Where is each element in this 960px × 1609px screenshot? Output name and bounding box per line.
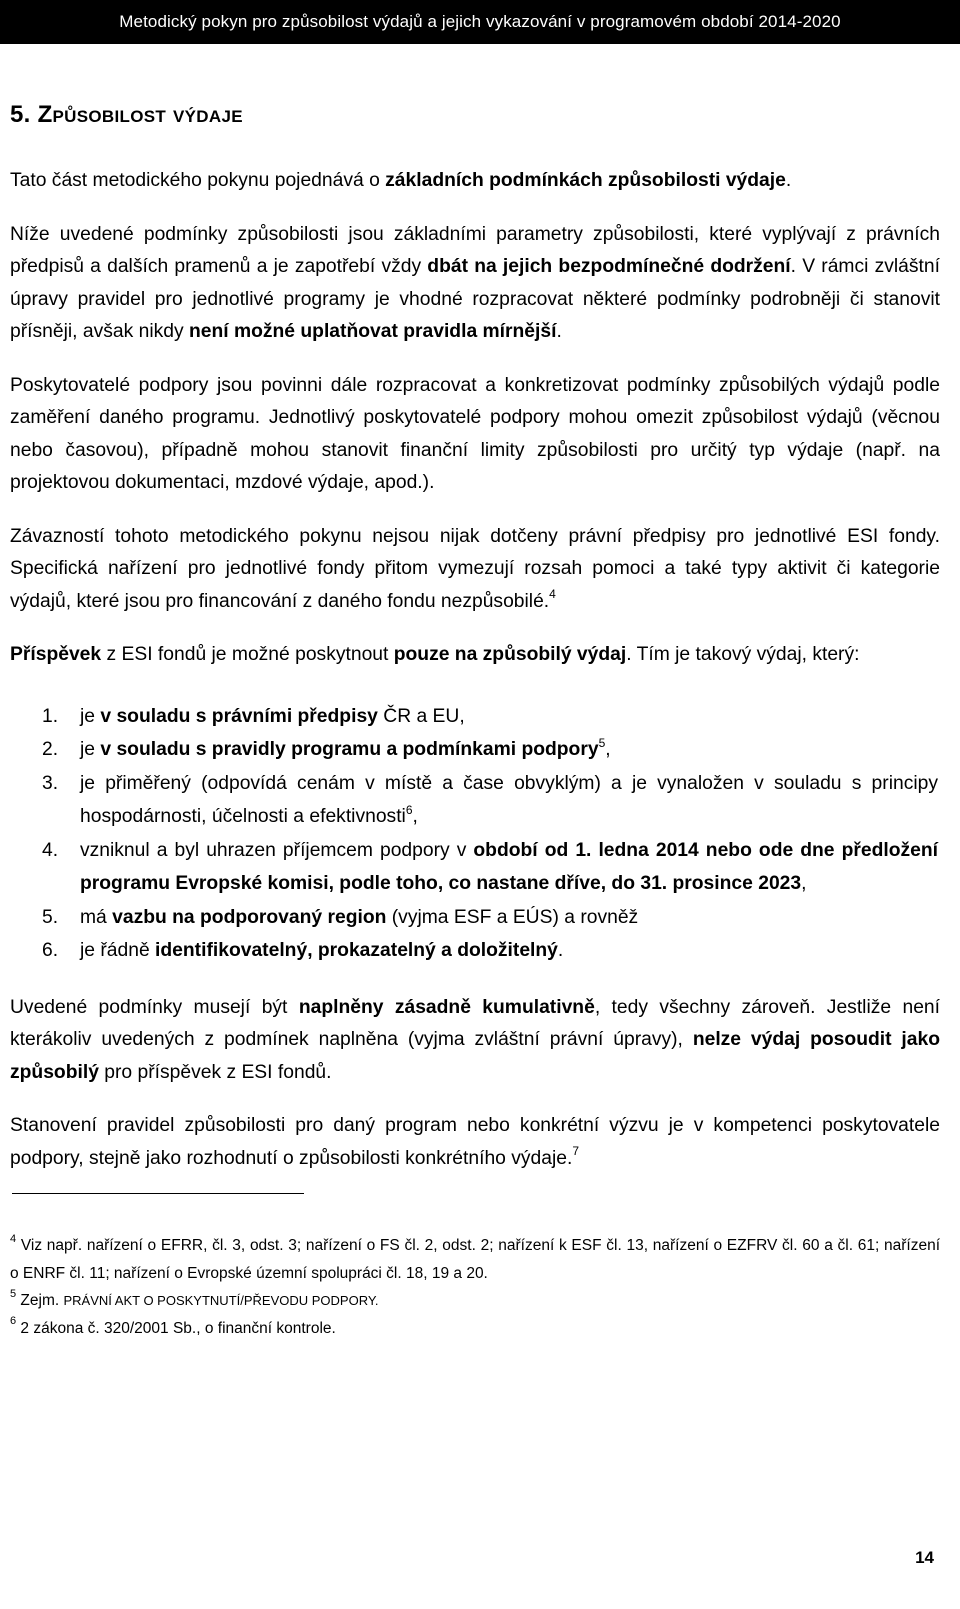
section-heading: 5. Způsobilost výdaje [10, 101, 243, 128]
para6-bold-1: naplněny zásadně kumulativně [298, 996, 595, 1018]
list-text-bold: období od 1. ledna 2014 nebo ode dne předložení programu Evropské komisi, podle toho, co nastane dříve, do 31. prosince 2023 [80, 839, 938, 894]
para2-text-2: . V rámci zvláštní úpravy pravidel pro jednotlivé programy je vhodné rozpracovat některé podmínky podrobněji či stanovit přísněji, avšak nikdy [10, 256, 940, 342]
list-item [10, 834, 940, 901]
list-text-end: , [412, 806, 418, 827]
list-text-end: , [605, 739, 611, 760]
intro-text: Tato část metodického pokynu pojednává o [10, 170, 386, 191]
intro-bold: základních podmínkách způsobilosti výdaje [385, 170, 786, 191]
para6-text-1: Uvedené podmínky musejí být [10, 996, 299, 1018]
cumulative-paragraph [10, 992, 940, 1090]
para6-text-3: pro příspěvek z ESI fondů. [98, 1061, 332, 1083]
para5-text-1: z ESI fondů je možné poskytnout [101, 644, 394, 665]
list-text-end: ČR a EU, [377, 705, 465, 727]
list-number: 4. [42, 839, 59, 861]
para5-text-2: . Tím je takový výdaj, který: [626, 644, 860, 665]
conditions-paragraph [10, 219, 940, 349]
para7-text: Stanovení pravidel způsobilosti pro daný program nebo konkrétní výzvu je v kompetenci poskytovatele podpory, stejně jako rozhodnutí o způsobilosti konkrétního výdaje. [10, 1115, 940, 1169]
para6-bold-2: nelze výdaj posoudit jako způsobilý [10, 1029, 940, 1083]
footnote-ref[interactable]: 6 [405, 802, 413, 817]
para2-text-3: . [556, 321, 562, 342]
list-text-bold: v souladu s právními předpisy [100, 705, 378, 727]
footnote-ref-4[interactable]: 4 [549, 587, 556, 602]
list-text-plain: je [80, 739, 101, 760]
list-text-end: , [801, 873, 807, 894]
list-number: 5. [42, 906, 59, 928]
competence-paragraph [10, 1110, 940, 1175]
requirements-list [10, 700, 940, 968]
footnote-ref-7[interactable]: 7 [572, 1144, 580, 1159]
list-text-bold: identifikovatelný, prokazatelný a doložitelný [155, 940, 558, 961]
footnote [10, 1232, 940, 1287]
page-content [10, 95, 940, 1342]
list-text-plain: je přiměřený (odpovídá cenám v místě a čase obvyklým) a je vynaložen v souladu s principy hospodárnosti, účelnosti a efektivnosti [80, 772, 938, 827]
list-text [80, 901, 940, 935]
list-text [80, 733, 940, 767]
list-text [80, 700, 940, 734]
list-text-bold: vazbu na podporovaný region [112, 906, 387, 928]
footnote-number: 4 [10, 1232, 17, 1245]
list-text [80, 767, 940, 834]
list-item [10, 733, 940, 767]
para5-bold-2: pouze na způsobilý výdaj [393, 644, 627, 665]
para4-text: Závazností tohoto metodického pokynu nejsou nijak dotčeny právní předpisy pro jednotlivé ESI fondy. Specifická nařízení pro jednotlivé fondy přitom vymezují rozsah pomoci a také typy aktivit či kategorie výdajů, které jsou pro financování z daného fondu nezpůsobilé. [10, 525, 940, 612]
list-text [80, 834, 940, 901]
binding-paragraph [10, 521, 940, 619]
list-text-plain: je [80, 705, 101, 727]
para6-text-2: , tedy všechny zároveň. Jestliže není kterákoliv uvedených z podmínek naplněna (vyjma zvláštní právní úpravy), [10, 996, 941, 1050]
footnotes [10, 1232, 940, 1342]
list-number: 6. [42, 940, 59, 961]
footnote-text: 2 zákona č. 320/2001 Sb., o finanční kontrole. [16, 1319, 336, 1337]
list-text-plain: je řádně [80, 940, 156, 961]
list-text-plain: vzniknul a byl uhrazen příjemcem podpory v [80, 839, 474, 861]
para2-text-1: Níže uvedené podmínky způsobilosti jsou základními parametry způsobilosti, které vyplývají z právních předpisů a dalších pramenů a je zapotřebí vždy [10, 223, 940, 277]
list-text-plain: má [80, 906, 113, 928]
list-number: 1. [42, 705, 59, 727]
footnote-number: 5 [10, 1287, 17, 1300]
para2-bold-2: není možné uplatňovat pravidla mírnější [188, 321, 557, 342]
footnote-text: Zejm. [16, 1292, 64, 1309]
intro-text-end: . [785, 170, 792, 191]
footnote-ref[interactable]: 5 [598, 735, 606, 750]
footnote-separator [12, 1193, 304, 1194]
list-item [10, 934, 940, 968]
list-item [10, 767, 940, 834]
intro-paragraph [10, 165, 940, 198]
contribution-paragraph [10, 639, 940, 672]
document-header [0, 0, 960, 44]
footnote-number: 6 [10, 1315, 17, 1328]
footnote [10, 1315, 940, 1343]
list-number: 3. [42, 772, 59, 794]
para5-bold-1: Příspěvek [10, 644, 102, 665]
list-text-bold: v souladu s pravidly programu a podmínkami podpory [100, 739, 599, 760]
providers-paragraph: Poskytovatelé podpory jsou povinni dále rozpracovat a konkretizovat podmínky způsobilých výdajů podle zaměření daného programu. Jednotlivý poskytovatelé podpory mohou omezit způsobilost výdajů (věcnou nebo časovou), případně mohou stanovit finanční limity způsobilosti pro určitý typ výdaje (např. na projektovou dokumentaci, mzdové výdaje, apod.). [10, 374, 940, 493]
list-text-end: . [557, 940, 564, 961]
list-item [10, 901, 940, 935]
footnote-text: Viz např. nařízení o EFRR, čl. 3, odst. 3; nařízení o FS čl. 2, odst. 2; nařízení k ESF čl. 13, nařízení o EZFRV čl. 60 a čl. 61; nařízení o ENRF čl. 11; nařízení o Evropské územní spolupráci čl. 18, 19 a 20. [10, 1237, 940, 1282]
page-number: 14 [915, 1548, 934, 1567]
footnote-caps-text: PRÁVNÍ AKT O POSKYTNUTÍ/PŘEVODU PODPORY. [63, 1293, 379, 1308]
list-text [80, 934, 940, 968]
list-item [10, 700, 940, 734]
footnote [10, 1287, 940, 1315]
para2-bold-1: dbát na jejich bezpodmínečné dodržení [427, 256, 791, 277]
list-number: 2. [42, 739, 59, 760]
list-text-end: (vyjma ESF a EÚS) a rovněž [386, 906, 639, 928]
header-title: Metodický pokyn pro způsobilost výdajů a jejich vykazování v programovém období 2014-2020 [119, 12, 841, 31]
